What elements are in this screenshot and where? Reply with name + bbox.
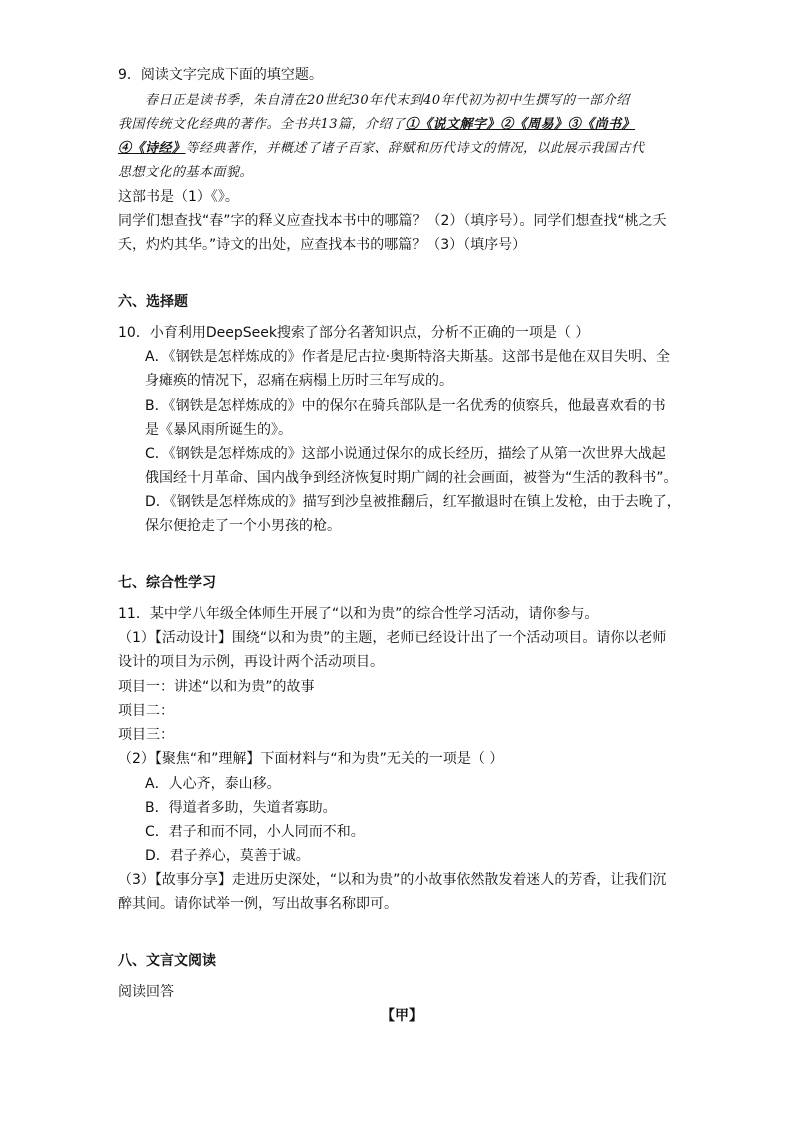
q11-part1-line2: 设计的项目为示例，再设计两个活动项目。 <box>118 654 384 670</box>
q11-item1: 项目一：讲述“以和为贵”的故事 <box>118 679 315 695</box>
q9-blank2-line1: 同学们想查找“春”字的释义应查找本书中的哪篇？（2）（填序号）。同学们想查找“桃之夭 <box>118 213 667 229</box>
q11-item3: 项目三： <box>118 727 174 743</box>
q9-item-shuowen: ①《说文解字》 <box>405 117 501 132</box>
q9-passage-line2 <box>118 114 635 136</box>
q10-option-b-line1: B．《钢铁是怎样炼成的》中的保尔在骑兵部队是一名优秀的侦察兵，他最喜欢看的书 <box>145 398 666 414</box>
q11-part2-option-a: A．人心齐，泰山移。 <box>145 776 281 792</box>
q10-option-c-line1: C．《钢铁是怎样炼成的》这部小说通过保尔的成长经历，描绘了从第一次世界大战起 <box>145 446 666 462</box>
q9-blank1: 这部书是（1）《》。 <box>118 189 239 205</box>
q11-part3-line2: 醉其间。请你试举一例，写出故事名称即可。 <box>118 896 398 912</box>
q11-part2-option-c: C．君子和而不同，小人同而不和。 <box>145 824 365 840</box>
q11-part3-line1: （3）【故事分享】走进历史深处，“以和为贵”的小故事依然散发着迷人的芳香，让我们沉 <box>118 872 667 888</box>
q9-passage-line4: 思想文化的基本面貌。 <box>118 165 254 180</box>
q11-part1-line1: （1）【活动设计】围绕“以和为贵”的主题，老师已经设计出了一个活动项目。请你以老师 <box>118 630 667 646</box>
q11-part2-stem: （2）【聚焦“和”理解】下面材料与“和为贵”无关的一项是（ ） <box>118 751 504 767</box>
q10-option-b-line2: 是《暴风雨所诞生的》。 <box>145 422 292 438</box>
section8-title: 八、文言文阅读 <box>118 953 216 969</box>
section7-title: 七、综合性学习 <box>118 575 216 591</box>
q9-prompt: 9．阅读文字完成下面的填空题。 <box>118 67 323 83</box>
section6-title: 六、选择题 <box>118 294 188 310</box>
q9-item-shangshu: ③《尚书》 <box>567 117 636 132</box>
q10-option-a-line1: A．《钢铁是怎样炼成的》作者是尼古拉·奥斯特洛夫斯基。这部书是他在双目失明、全 <box>145 349 671 365</box>
section8-intro: 阅读回答 <box>118 984 174 1000</box>
section8-jia-heading: 【甲】 <box>381 1008 423 1024</box>
q10-option-d-line2: 保尔便抢走了一个小男孩的枪。 <box>145 518 341 534</box>
q11-part2-option-d: D．君子养心，莫善于诚。 <box>145 848 310 864</box>
q11-stem: 11．某中学八年级全体师生开展了“以和为贵”的综合性学习活动，请你参与。 <box>118 606 599 622</box>
q11-part2-option-b: B．得道者多助，失道者寡助。 <box>145 800 337 816</box>
q9-passage-line2-prefix: 我国传统文化经典的著作。全书共13篇，介绍了 <box>118 117 406 132</box>
q10-stem: 10．小育利用DeepSeek搜索了部分名著知识点，分析不正确的一项是（ ） <box>118 325 590 341</box>
q9-blank2-line2: 夭，灼灼其华。”诗文的出处，应查找本书的哪篇？（3）（填序号） <box>118 237 527 253</box>
q9-item-shijing: ④《诗经》 <box>118 141 186 156</box>
q9-passage-line1: 春日正是读书季，朱自清在20世纪30年代末到40年代初为初中生撰写的一部介绍 <box>145 93 630 108</box>
q9-passage-line3-suffix: 等经典著作，并概述了诸子百家、辞赋和历代诗文的情况，以此展示我国古代 <box>185 141 645 156</box>
q10-option-c-line2: 俄国经十月革命、国内战争到经济恢复时期广阔的社会画面，被誉为“生活的教科书”。 <box>145 470 678 486</box>
q9-passage-line3 <box>118 138 645 160</box>
q10-option-d-line1: D．《钢铁是怎样炼成的》描写到沙皇被推翻后，红军撤退时在镇上发枪，由于去晚了， <box>145 494 681 510</box>
q10-option-a-line2: 身瘫痪的情况下，忍痛在病榻上历时三年写成的。 <box>145 373 453 389</box>
q11-item2: 项目二： <box>118 703 174 719</box>
q9-item-zhouyi: ②《周易》 <box>500 117 568 132</box>
